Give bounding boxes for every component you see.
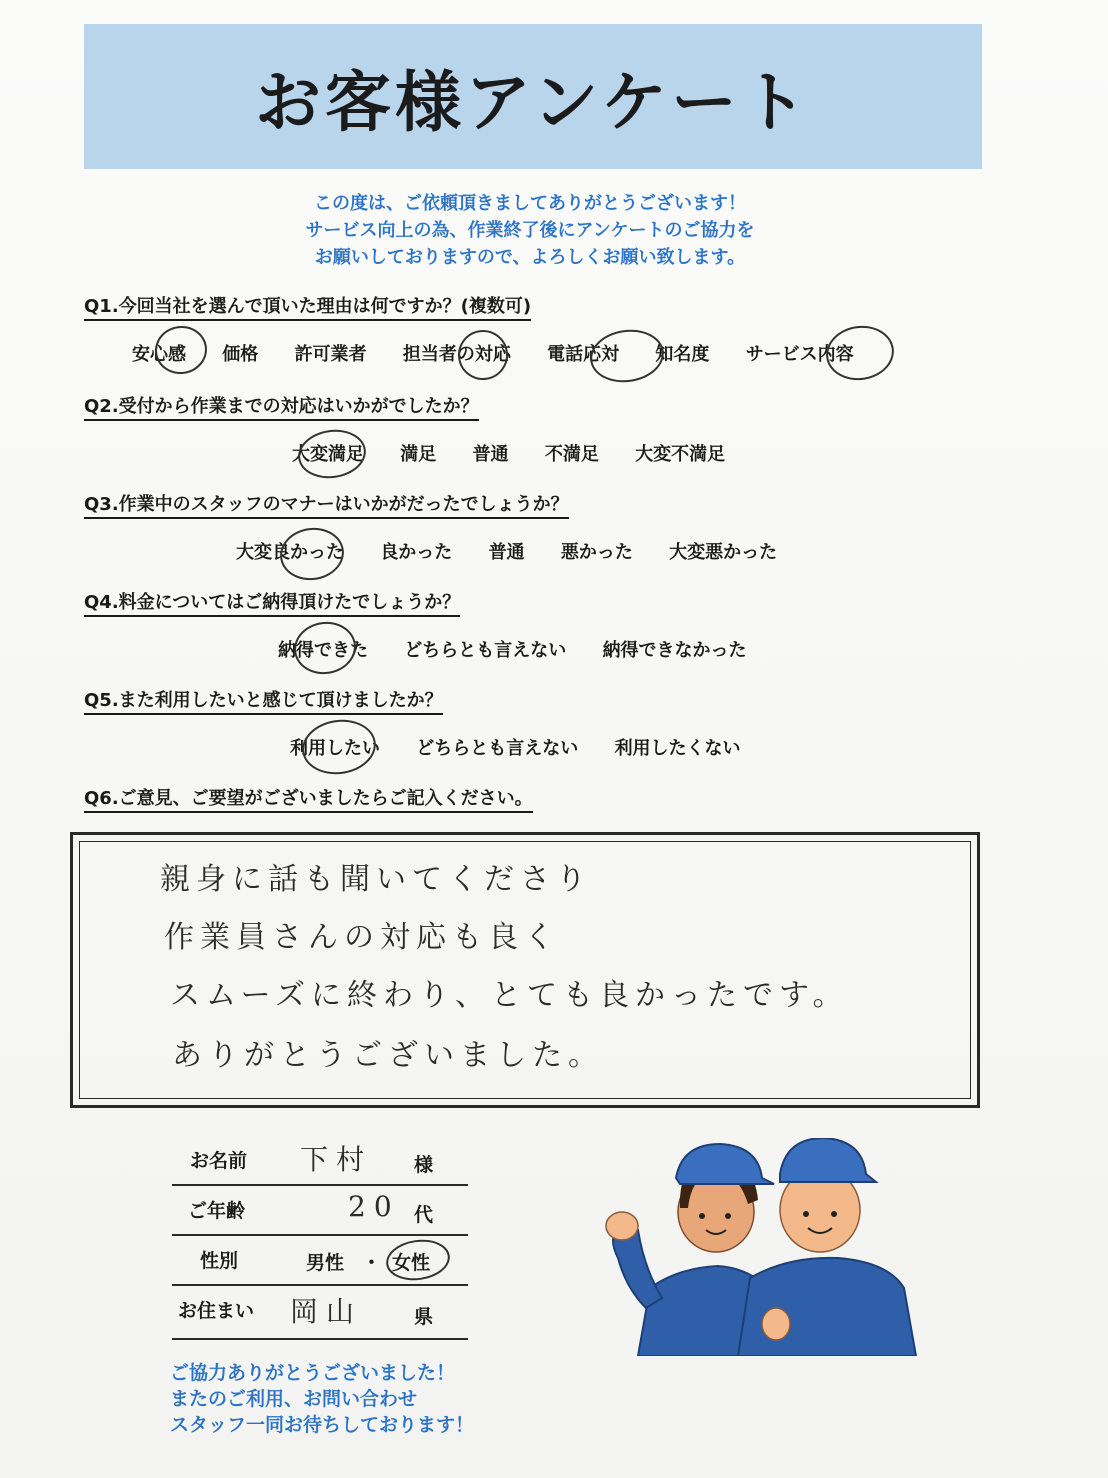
intro-line: この度は、ご依頼頂きましてありがとうございます！ (314, 193, 746, 214)
question-2: Q2.受付から作業までの対応はいかがでしたか？ (84, 392, 479, 421)
age-unit: 代 (414, 1204, 434, 1226)
question-1: Q1.今回当社を選んで頂いた理由は何ですか？(複数可) (84, 292, 531, 321)
q1-option[interactable]: サービス内容 (745, 344, 854, 365)
q4-option[interactable]: どちらとも言えない (404, 640, 567, 661)
q2-option[interactable]: 大変満足 (292, 444, 364, 465)
comment-line: スムーズに終わり、とても良かったです。 (170, 978, 849, 1013)
address-label: お住まい (178, 1300, 255, 1322)
answer-mark (277, 524, 348, 584)
comment-line: 作業員さんの対応も良く (164, 920, 560, 955)
q2-option[interactable]: 満足 (400, 444, 437, 465)
page-title: お客様アンケート (254, 64, 812, 141)
name-label: お名前 (190, 1150, 248, 1172)
answer-mark (152, 323, 210, 378)
q1-option[interactable]: 安心感 (132, 344, 186, 365)
answer-mark (587, 325, 668, 387)
age-label: ご年齢 (188, 1200, 246, 1222)
hand-left (606, 1212, 638, 1240)
gender-label: 性別 (200, 1250, 239, 1272)
divider (172, 1338, 468, 1340)
q5-option[interactable]: 利用したい (290, 738, 380, 759)
q3-option[interactable]: 良かった (380, 542, 453, 563)
q3-option[interactable]: 大変良かった (236, 542, 344, 563)
gender-female[interactable]: 女性 (392, 1252, 431, 1274)
comment-line: ありがとうございました。 (172, 1038, 604, 1073)
q1-option[interactable]: 電話応対 (547, 344, 620, 365)
q2-option[interactable]: 大変不満足 (635, 444, 726, 465)
comment-line: 親身に話も聞いてくださり (160, 862, 592, 897)
q1-option[interactable]: 知名度 (655, 344, 710, 365)
intro-text (180, 190, 880, 271)
q3-option[interactable]: 大変悪かった (669, 542, 778, 563)
address-value[interactable]: 岡山 (290, 1295, 363, 1328)
divider (172, 1234, 468, 1236)
address-unit: 県 (414, 1306, 434, 1328)
question-5: Q5.また利用したいと感じて頂けましたか？ (84, 686, 443, 715)
q1-option[interactable]: 担当者の対応 (402, 344, 511, 365)
q3-option[interactable]: 普通 (488, 542, 525, 563)
gender-separator: ・ (362, 1252, 382, 1274)
divider (172, 1184, 468, 1186)
q4-option[interactable]: 納得できなかった (602, 640, 747, 661)
gender-male[interactable]: 男性 (306, 1252, 345, 1274)
divider (172, 1284, 468, 1286)
q2-option[interactable]: 普通 (472, 444, 509, 465)
thanks-message (170, 1360, 474, 1438)
title-banner (84, 24, 982, 169)
cap-left (676, 1144, 774, 1184)
workers-illustration (598, 1138, 928, 1356)
answer-mark (823, 322, 898, 385)
hand-right (762, 1308, 790, 1340)
question-6: Q6.ご意見、ご要望がございましたらご記入ください。 (84, 784, 533, 813)
q1-option[interactable]: 許可業者 (294, 344, 367, 365)
question-3: Q3.作業中のスタッフのマナーはいかがだったでしょうか？ (84, 490, 569, 519)
q4-option[interactable]: 納得できた (278, 640, 368, 661)
cap-right (780, 1138, 876, 1182)
q1-option[interactable]: 価格 (222, 344, 259, 365)
question-4: Q4.料金についてはご納得頂けたでしょうか？ (84, 588, 460, 617)
answer-mark (384, 1236, 453, 1285)
intro-line: お願いしておりますので、よろしくお願い致します。 (314, 247, 746, 268)
thanks-line: またのご利用、お問い合わせ (170, 1388, 418, 1410)
answer-mark (299, 715, 380, 779)
answer-mark (295, 426, 369, 483)
thanks-line: ご協力ありがとうございました！ (170, 1362, 456, 1384)
name-unit: 様 (414, 1154, 434, 1176)
answer-mark (291, 618, 360, 678)
answer-mark (455, 327, 511, 383)
age-value[interactable]: 20 (348, 1190, 400, 1223)
thanks-line: スタッフ一同お待ちしております！ (170, 1414, 475, 1436)
q2-option[interactable]: 不満足 (544, 444, 599, 465)
q5-option[interactable]: どちらとも言えない (416, 738, 579, 759)
uniform-right (738, 1258, 916, 1356)
name-value[interactable]: 下村 (300, 1143, 373, 1176)
q5-option[interactable]: 利用したくない (614, 738, 741, 759)
q3-option[interactable]: 悪かった (560, 542, 633, 563)
intro-line: サービス向上の為、作業終了後にアンケートのご協力を (305, 220, 755, 241)
